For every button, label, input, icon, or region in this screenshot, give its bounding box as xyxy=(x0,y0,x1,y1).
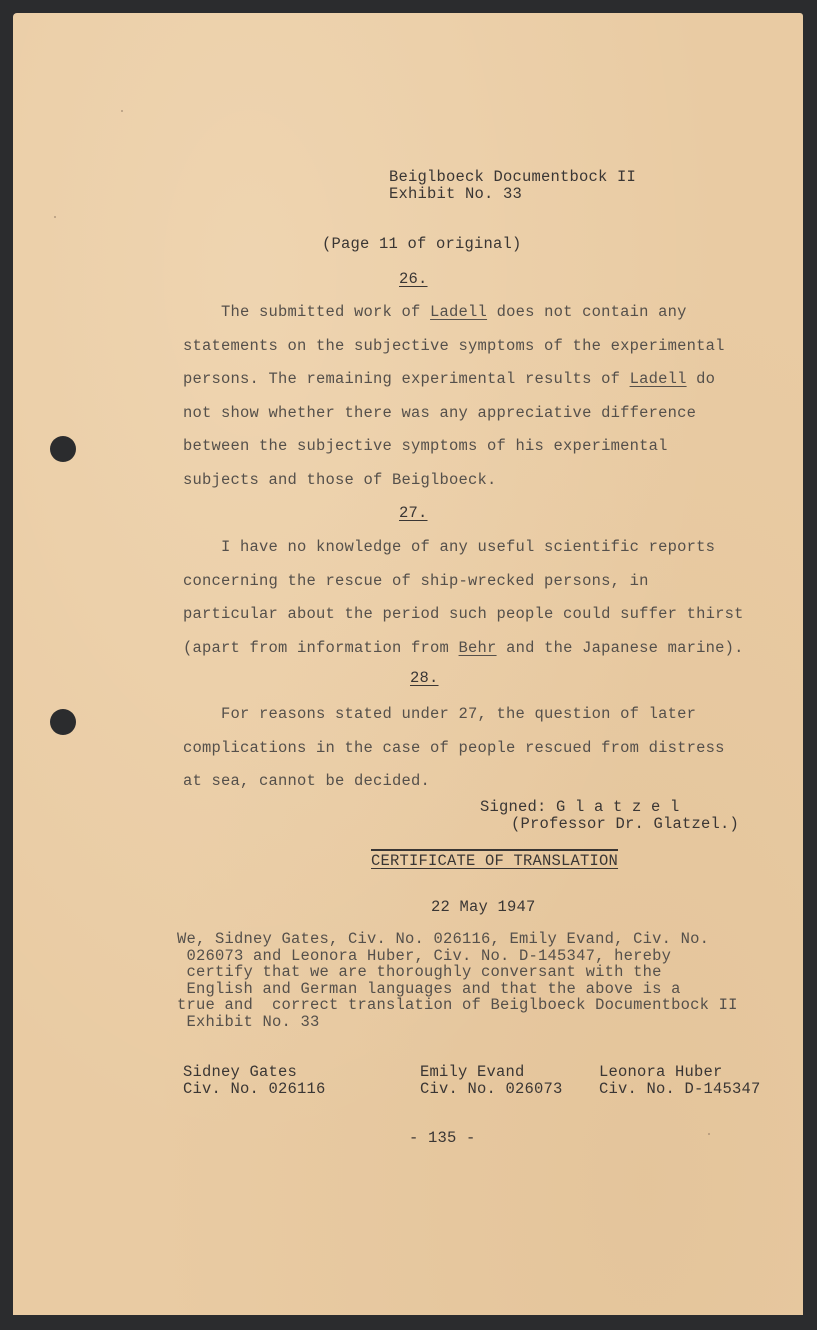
section-26-paragraph xyxy=(183,296,725,497)
translator-name: Sidney Gates xyxy=(183,1063,298,1081)
certificate-line-2: 026073 and Leonora Huber, Civ. No. D-145347, hereby xyxy=(177,946,672,965)
section-27-line-1: I have no knowledge of any useful scientific reports xyxy=(183,538,716,556)
certificate-date: 22 May 1947 xyxy=(431,898,536,916)
section-26-line-3: persons. The remaining experimental results of Ladell do xyxy=(183,370,716,388)
section-26-line-1: The submitted work of Ladell does not contain any xyxy=(183,303,687,321)
certificate-line-1: We, Sidney Gates, Civ. No. 026116, Emily Evand, Civ. No. xyxy=(177,930,710,948)
certificate-line-5: true and correct translation of Beiglboeck Documentbock II xyxy=(177,996,738,1014)
section-27-paragraph xyxy=(183,531,744,665)
section-27-line-3: particular about the period such people could suffer thirst xyxy=(183,605,744,623)
section-27-line-2: concerning the rescue of ship-wrecked persons, in xyxy=(183,571,649,590)
translator-emily-evand xyxy=(420,1064,563,1097)
section-27-line-4: (apart from information from Behr and the Japanese marine). xyxy=(183,638,744,657)
section-number-26: 26. xyxy=(399,270,428,288)
certificate-line-4: English and German languages and that the above is a xyxy=(177,979,681,998)
translator-leonora-huber xyxy=(599,1064,761,1097)
section-28-paragraph xyxy=(183,698,725,799)
certificate-line-3: certify that we are thoroughly conversant with the xyxy=(177,963,662,981)
section-28-line-2: complications in the case of people rescued from distress xyxy=(183,738,725,757)
section-number-28: 28. xyxy=(410,669,439,687)
translator-civ-no: Civ. No. D-145347 xyxy=(599,1079,761,1098)
certificate-body xyxy=(177,931,738,1030)
translator-name: Emily Evand xyxy=(420,1063,525,1081)
signature-line: Signed: G l a t z e l xyxy=(480,798,680,816)
page-number: - 135 - xyxy=(409,1129,476,1147)
signature-title: (Professor Dr. Glatzel.) xyxy=(511,815,740,833)
document-header xyxy=(389,169,636,203)
page-reference: (Page 11 of original) xyxy=(322,235,522,253)
translator-name: Leonora Huber xyxy=(599,1063,723,1081)
paper-speck xyxy=(54,216,56,218)
section-26-line-2: statements on the subjective symptoms of the experimental xyxy=(183,336,725,355)
punch-hole xyxy=(50,436,76,462)
section-26-line-6: subjects and those of Beiglboeck. xyxy=(183,470,497,489)
paper-speck xyxy=(708,1133,710,1135)
translator-civ-no: Civ. No. 026073 xyxy=(420,1079,563,1098)
paper-speck xyxy=(121,110,123,112)
underlined-name: Behr xyxy=(458,638,497,657)
section-26-line-5: between the subjective symptoms of his experimental xyxy=(183,437,668,455)
header-line-1: Beiglboeck Documentbock II xyxy=(389,168,637,186)
translator-civ-no: Civ. No. 026116 xyxy=(183,1079,326,1098)
translator-sidney-gates xyxy=(183,1064,326,1097)
punch-hole xyxy=(50,709,76,735)
certificate-title: CERTIFICATE OF TRANSLATION xyxy=(371,849,618,870)
underlined-name: Ladell xyxy=(430,303,488,321)
certificate-line-6: Exhibit No. 33 xyxy=(177,1012,320,1031)
section-28-line-3: at sea, cannot be decided. xyxy=(183,772,431,790)
underlined-name: Ladell xyxy=(629,370,687,388)
header-line-2: Exhibit No. 33 xyxy=(389,185,523,203)
section-28-line-1: For reasons stated under 27, the question of later xyxy=(183,705,697,723)
section-number-27: 27. xyxy=(399,504,428,522)
section-26-line-4: not show whether there was any appreciative difference xyxy=(183,403,697,422)
